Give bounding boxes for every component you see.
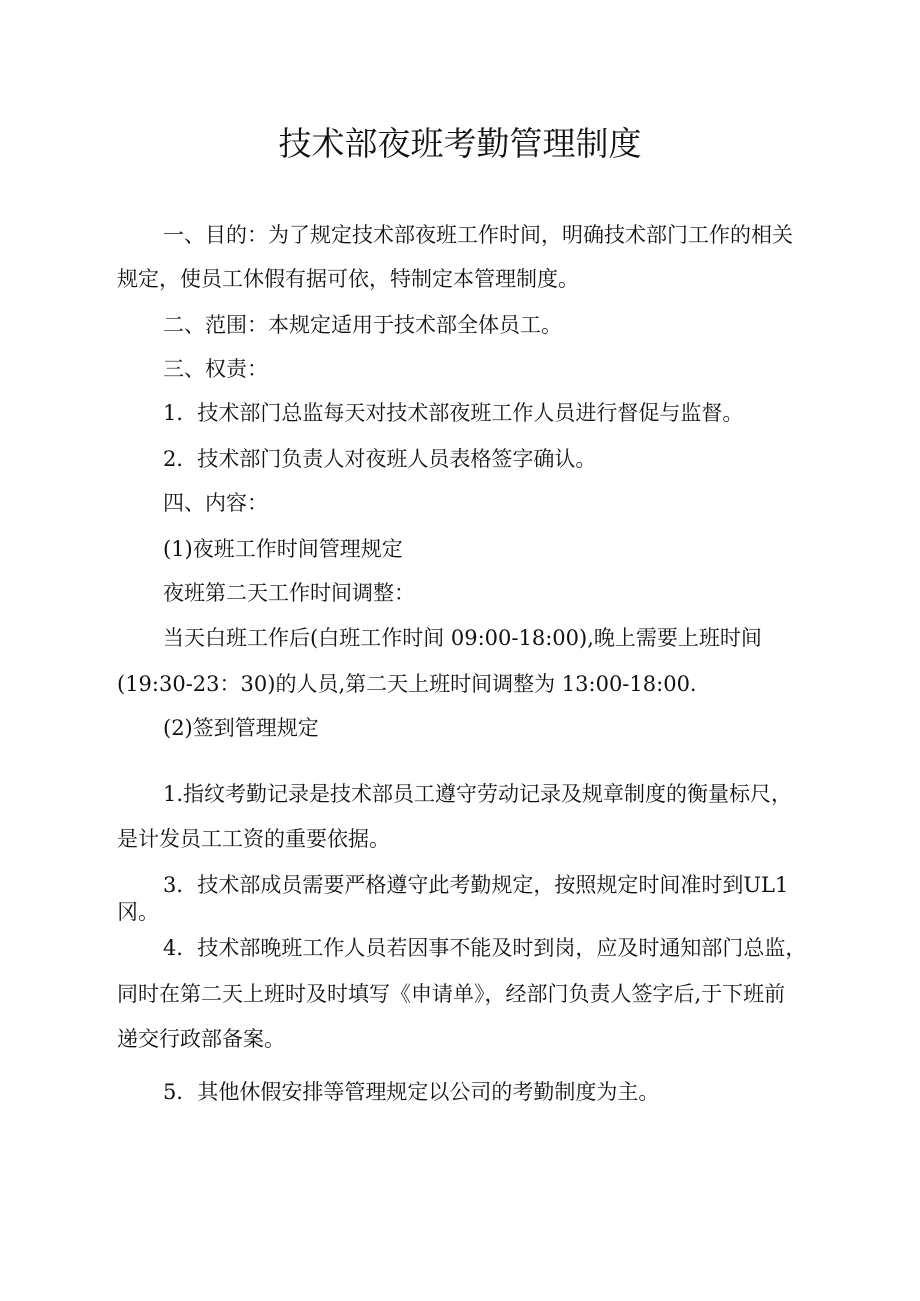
paragraph-line: 4．技术部晚班工作人员若因事不能及时到岗，应及时通知部门总监， xyxy=(163,936,807,960)
paragraph-line: 1.指纹考勤记录是技术部员工遵守劳动记录及规章制度的衡量标尺， xyxy=(163,782,793,806)
paragraph-line: (19:30-23：30)的人员,第二天上班时间调整为 13:00-18:00. xyxy=(117,672,697,696)
paragraph-line: 同时在第二天上班时及时填写《申请单》，经部门负责人签字后,于下班前 xyxy=(117,982,786,1006)
paragraph-line: (1)夜班工作时间管理规定 xyxy=(163,537,403,561)
paragraph-line: 3．技术部成员需要严格遵守此考勤规定，按照规定时间准时到UL1 xyxy=(163,873,789,897)
paragraph-line: 三、权责： xyxy=(163,357,268,381)
paragraph-line: 一、目的：为了规定技术部夜班工作时间，明确技术部门工作的相关 xyxy=(163,223,793,247)
paragraph-line: 递交行政部备案。 xyxy=(117,1027,285,1051)
paragraph-line: 二、范围：本规定适用于技术部全体员工。 xyxy=(163,313,562,337)
paragraph-line: 规定，使员工休假有据可依，特制定本管理制度。 xyxy=(117,267,579,291)
paragraph-line: 当天白班工作后(白班工作时间 09:00-18:00),晚上需要上班时间 xyxy=(163,626,762,650)
document-title: 技术部夜班考勤管理制度 xyxy=(278,124,642,163)
paragraph-line: 5．其他休假安排等管理规定以公司的考勤制度为主。 xyxy=(163,1080,660,1104)
paragraph-line: 是计发员工工资的重要依据。 xyxy=(117,827,390,851)
paragraph-line: 1．技术部门总监每天对技术部夜班工作人员进行督促与监督。 xyxy=(163,401,744,425)
paragraph-line: 四、内容： xyxy=(163,491,268,515)
paragraph-line: (2)签到管理规定 xyxy=(163,716,319,740)
paragraph-line: 2．技术部门负责人对夜班人员表格签字确认。 xyxy=(163,447,597,471)
paragraph-line: 夜班第二天工作时间调整： xyxy=(163,581,415,605)
paragraph-line: 冈。 xyxy=(117,900,159,924)
